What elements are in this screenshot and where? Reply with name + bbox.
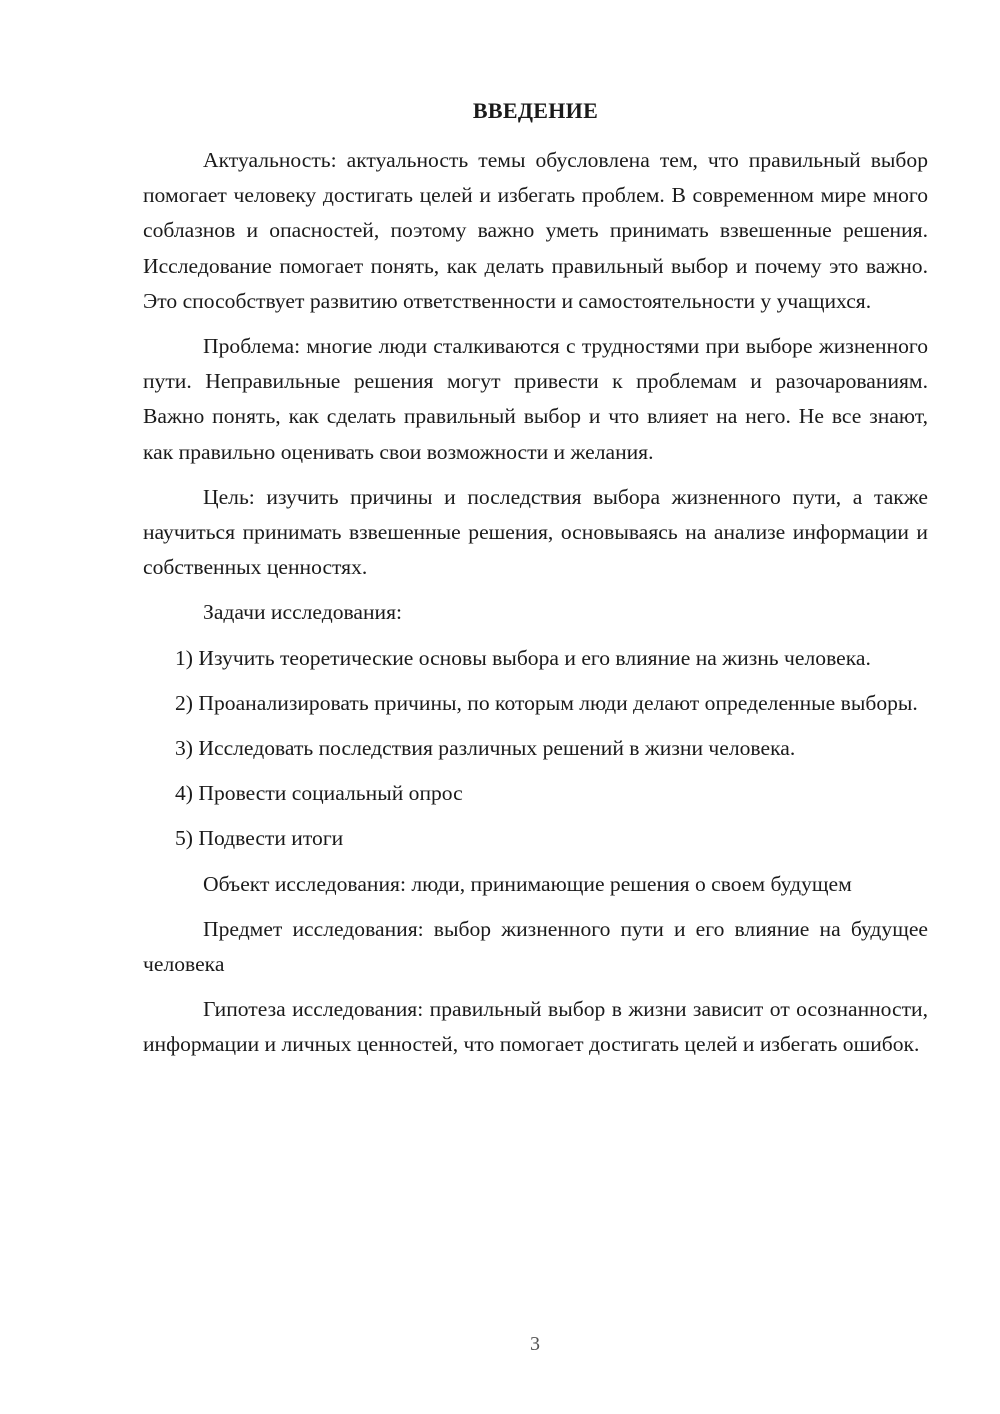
- task-item-3: 3) Исследовать последствия различных решений в жизни человека.: [175, 736, 796, 761]
- paragraph-goal: Цель: изучить причины и последствия выбора жизненного пути, а также научиться принимать взвешенные решения, основываясь на анализе информации и собственных ценностях.: [143, 484, 928, 580]
- tasks-heading: Задачи исследования:: [203, 600, 403, 625]
- paragraph-problem: Проблема: многие люди сталкиваются с трудностями при выборе жизненного пути. Неправильные решения могут привести к проблемам и разочарованиям. Важно понять, как сделать правильный выбор и что влияет на него. Не все знают, как правильно оценивать свои возможности и желания.: [143, 334, 928, 464]
- paragraph-object: Объект исследования: люди, принимающие решения о своем будущем: [203, 871, 852, 896]
- section-title: ВВЕДЕНИЕ: [472, 98, 599, 123]
- task-item-4: 4) Провести социальный опрос: [175, 781, 463, 806]
- task-item-5: 5) Подвести итоги: [175, 826, 344, 851]
- paragraph-hypothesis: Гипотеза исследования: правильный выбор в жизни зависит от осознанности, информации и личных ценностей, что помогает достигать целей и избегать ошибок.: [143, 997, 928, 1057]
- task-item-1: 1) Изучить теоретические основы выбора и его влияние на жизнь человека.: [175, 645, 871, 670]
- task-item-2: 2) Проанализировать причины, по которым люди делают определенные выборы.: [175, 690, 918, 715]
- paragraph-subject: Предмет исследования: выбор жизненного пути и его влияние на будущее человека: [143, 916, 928, 977]
- paragraph-relevance: Актуальность: актуальность темы обусловлена тем, что правильный выбор помогает человеку достигать целей и избегать проблем. В современном мире много соблазнов и опасностей, поэтому важно уметь принимать взвешенные решения. Исследование помогает понять, как делать правильный выбор и почему это важно. Это способствует развитию ответственности и самостоятельности у учащихся.: [143, 148, 928, 313]
- page-number: 3: [530, 1333, 540, 1355]
- document-page: [143, 95, 928, 1073]
